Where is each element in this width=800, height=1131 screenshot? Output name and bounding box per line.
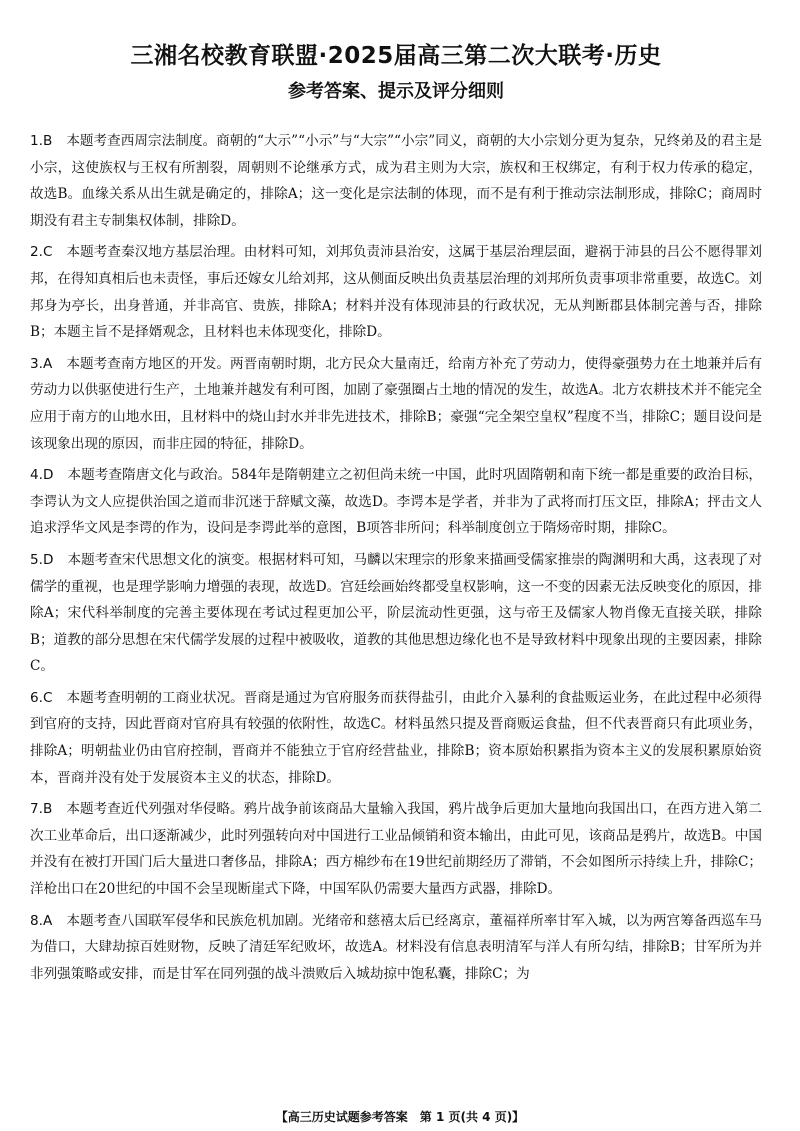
answer-item-3 xyxy=(30,351,762,457)
answer-text: 本题考查近代列强对华侵略。鸦片战争前该商品大量输入我国，鸦片战争后更加大量地向我国出口，在西方进入第二次工业革命后，出口逐渐减少，此时列强转向对中国进行工业品倾销和资本输出，由此可见，该商品是鸦片，故选B。中国并没有在被打开国门后大量进口奢侈品，排除A；西方棉纱布在19世纪前期经历了滞销，不会如图所示持续上升，排除C；洋枪出口在20世纪的中国不会呈现断崖式下降，中国军队仍需要大量西方武器，排除D。 xyxy=(30,801,762,898)
answer-label: 1.B xyxy=(30,133,53,149)
answer-item-6 xyxy=(30,685,762,791)
answer-label: 7.B xyxy=(30,801,53,818)
answer-text: 本题考查八国联军侵华和民族危机加剧。光绪帝和慈禧太后已经离京，董福祥所率甘军入城，以为两宫筹备西巡车马为借口，大肆劫掠百姓财物，反映了清廷军纪败坏，故选A。材料没有信息表明清军与洋人有所勾结，排除B；甘军所为并非列强策略或安排，而是甘军在同列强的战斗溃败后入城劫掠中饱私囊，排除C；为 xyxy=(30,912,762,982)
answer-label: 5.D xyxy=(30,551,54,568)
answer-item-4 xyxy=(30,462,762,542)
answer-label: 4.D xyxy=(30,467,54,484)
answer-item-8 xyxy=(30,908,762,988)
answer-item-5 xyxy=(30,547,762,680)
page-subtitle: 参考答案、提示及评分细则 xyxy=(288,81,504,102)
answer-text: 本题考查明朝的工商业状况。晋商是通过为官府服务而获得盐引，由此介入暴利的食盐贩运业务，在此过程中必须得到官府的支持，因此晋商对官府具有较强的依附性，故选C。材料虽然只提及晋商贩运食盐，但不代表晋商只有此项业务，排除A；明朝盐业仍由官府控制，晋商并不能独立于官府经营盐业，排除B；资本原始积累指为资本主义的发展积累原始资本，晋商并没有处于发展资本主义的状态，排除D。 xyxy=(30,689,762,786)
answer-text: 本题考查隋唐文化与政治。584年是隋朝建立之初但尚未统一中国，此时巩固隋朝和南下统一都是重要的政治目标，李谔认为文人应提供治国之道而非沉迷于辞赋文藻，故选D。李谔本是学者，并非为了武将而打压文臣，排除A；抨击文人追求浮华文风是李谔的作为，设问是李谔此举的意图，B项答非所问；科举制度创立于隋炀帝时期，排除C。 xyxy=(30,467,762,537)
page-title: 三湘名校教育联盟·2025届高三第二次大联考·历史 xyxy=(130,43,662,69)
answer-label: 8.A xyxy=(30,912,53,929)
answer-list xyxy=(30,128,762,987)
answer-item-2 xyxy=(30,239,762,345)
answer-label: 2.C xyxy=(30,244,53,261)
answer-item-7 xyxy=(30,796,762,902)
answer-text: 本题考查宋代思想文化的演变。根据材料可知，马麟以宋理宗的形象来描画受儒家推崇的陶渊明和大禹，这表现了对儒学的重视，也是理学影响力增强的表现，故选D。宫廷绘画始终都受皇权影响，这一不变的因素无法反映变化的原因，排除A；宋代科举制度的完善主要体现在考试过程更加公平，阶层流动性更强，这与帝王及儒家人物肖像无直接关联，排除B；道教的部分思想在宋代儒学发展的过程中被吸收，道教的其他思想边缘化也不是导致材料中现象出现的主要因素，排除C。 xyxy=(30,551,762,675)
answer-text: 本题考查秦汉地方基层治理。由材料可知，刘邦负责沛县治安，这属于基层治理层面，避祸于沛县的吕公不愿得罪刘邦，在得知真相后也未责怪，事后还嫁女儿给刘邦，这从侧面反映出负责基层治理的刘邦所负责事项非常重要，故选C。刘邦身为亭长，出身普通，并非高官、贵族，排除A；材料并没有体现沛县的行政状况，无从判断郡县体制完善与否，排除B；本题主旨不是择婿观念，且材料也未体现变化，排除D。 xyxy=(30,244,762,341)
answer-text: 本题考查西周宗法制度。商朝的“大示”“小示”与“大宗”“小宗”同义，商朝的大小宗划分更为复杂，兄终弟及的君主是小宗，这使族权与王权有所割裂，周朝则不论继承方式，成为君主则为大宗，族权和王权绑定，有利于权力传承的稳定，故选B。血缘关系从出生就是确定的，排除A；这一变化是宗法制的体现，而不是有利于推动宗法制形成，排除C；商周时期没有君主专制集权体制，排除D。 xyxy=(30,133,762,229)
answer-item-1 xyxy=(30,128,762,234)
answer-label: 6.C xyxy=(30,689,53,706)
answer-label: 3.A xyxy=(30,355,53,372)
answer-text: 本题考查南方地区的开发。两晋南朝时期，北方民众大量南迁，给南方补充了劳动力，使得豪强势力在土地兼并后有劳动力以供驱使进行生产，土地兼并越发有利可图，加剧了豪强圈占土地的情况的发生，故选A。北方农耕技术并不能完全应用于南方的山地水田，且材料中的烧山封水并非先进技术，排除B；豪强“完全架空皇权”程度不当，排除C；题目设问是该现象出现的原因，而非庄园的特征，排除D。 xyxy=(30,355,762,452)
page-footer: 【高三历史试题参考答案 第 1 页(共 4 页)】 xyxy=(275,1110,525,1124)
